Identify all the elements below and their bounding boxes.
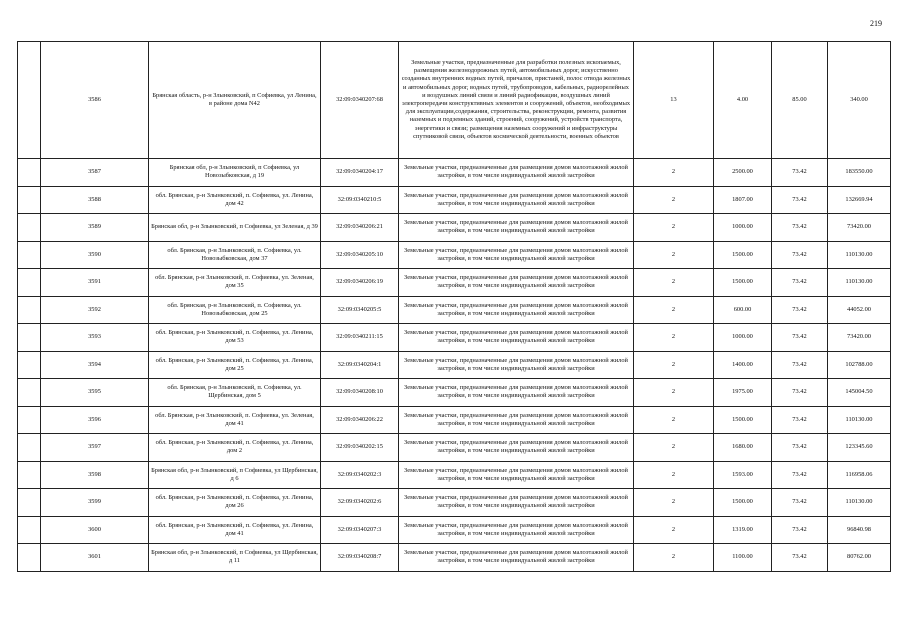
table-row (18, 379, 891, 407)
row-number-cell: 3586 (41, 42, 149, 159)
empty-cell (18, 379, 41, 407)
land-use-description-cell: Земельные участки, предназначенные для размещения домов малоэтажной жилой застройки, в том числе индивидуальной жилой застройки (399, 544, 634, 572)
table-row (18, 434, 891, 462)
table-row (18, 324, 891, 352)
cadastral-cost-cell: 110130.00 (828, 269, 891, 297)
table-body (18, 42, 891, 572)
land-use-description-cell: Земельные участки, предназначенные для размещения домов малоэтажной жилой застройки, в том числе индивидуальной жилой застройки (399, 241, 634, 269)
empty-cell (18, 214, 41, 242)
address-cell: обл. Брянская, р-н Злынковский, п. Софиевка, ул. Зеленая, дом 35 (149, 269, 321, 297)
address-cell: обл. Брянская, р-н Злынковский, п. Софиевка, ул. Зеленая, дом 41 (149, 406, 321, 434)
row-number-cell: 3600 (41, 516, 149, 544)
table-row (18, 544, 891, 572)
empty-cell (18, 296, 41, 324)
cadastral-number-cell: 32:09:0340207:3 (321, 516, 399, 544)
address-cell: обл. Брянская, р-н Злынковский, п. Софиевка, ул. Ленина, дом 53 (149, 324, 321, 352)
rate-cell: 73.42 (772, 296, 828, 324)
cadastral-number-cell: 32:09:0340211:15 (321, 324, 399, 352)
row-number-cell: 3595 (41, 379, 149, 407)
rate-cell: 73.42 (772, 269, 828, 297)
rate-cell: 85.00 (772, 42, 828, 159)
cadastral-cost-cell: 123345.60 (828, 434, 891, 462)
category-cell: 2 (634, 544, 714, 572)
category-cell: 2 (634, 379, 714, 407)
category-cell: 2 (634, 324, 714, 352)
address-cell: обл. Брянская, р-н Злынковский, п. Софиевка, ул. Новозыбковская, дом 25 (149, 296, 321, 324)
area-cell: 1000.00 (714, 214, 772, 242)
table-row (18, 461, 891, 489)
cadastral-cost-cell: 80762.00 (828, 544, 891, 572)
land-use-description-cell: Земельные участки, предназначенные для размещения домов малоэтажной жилой застройки, в том числе индивидуальной жилой застройки (399, 159, 634, 187)
table-row (18, 269, 891, 297)
address-cell: обл. Брянская, р-н Злынковский, п. Софиевка, ул. Ленина, дом 25 (149, 351, 321, 379)
category-cell: 2 (634, 296, 714, 324)
category-cell: 2 (634, 214, 714, 242)
page-number: 219 (870, 19, 882, 28)
empty-cell (18, 544, 41, 572)
empty-cell (18, 406, 41, 434)
cadastral-cost-cell: 96840.98 (828, 516, 891, 544)
empty-cell (18, 324, 41, 352)
category-cell: 2 (634, 186, 714, 214)
land-use-description-cell: Земельные участки, предназначенные для размещения домов малоэтажной жилой застройки, в том числе индивидуальной жилой застройки (399, 186, 634, 214)
rate-cell: 73.42 (772, 379, 828, 407)
cadastral-cost-cell: 110130.00 (828, 241, 891, 269)
row-number-cell: 3587 (41, 159, 149, 187)
address-cell: обл. Брянская, р-н Злынковский, п. Софиевка, ул. Щербинская, дом 5 (149, 379, 321, 407)
table-row (18, 516, 891, 544)
land-use-description-cell: Земельные участки, предназначенные для размещения домов малоэтажной жилой застройки, в том числе индивидуальной жилой застройки (399, 434, 634, 462)
empty-cell (18, 489, 41, 517)
category-cell: 2 (634, 516, 714, 544)
table-row (18, 214, 891, 242)
cadastral-cost-cell: 183550.00 (828, 159, 891, 187)
land-use-description-cell: Земельные участки, предназначенные для размещения домов малоэтажной жилой застройки, в том числе индивидуальной жилой застройки (399, 461, 634, 489)
area-cell: 1500.00 (714, 269, 772, 297)
area-cell: 1319.00 (714, 516, 772, 544)
land-use-description-cell: Земельные участки, предназначенные для размещения домов малоэтажной жилой застройки, в том числе индивидуальной жилой застройки (399, 516, 634, 544)
empty-cell (18, 351, 41, 379)
table-row (18, 241, 891, 269)
address-cell: обл. Брянская, р-н Злынковский, п. Софиевка, ул. Ленина, дом 26 (149, 489, 321, 517)
land-use-description-cell: Земельные участки, предназначенные для размещения домов малоэтажной жилой застройки, в том числе индивидуальной жилой застройки (399, 296, 634, 324)
rate-cell: 73.42 (772, 324, 828, 352)
area-cell: 1807.00 (714, 186, 772, 214)
land-use-description-cell: Земельные участки, предназначенные для разработки полезных ископаемых, размещения железнодорожных путей, автомобильных дорог, искусственно созданных внутренних водных путей, причалов, пристаней, полос отвода железных и автомобильных дорог, водных путей, трубопроводов, кабельных, радиорелейных и воздушных линий связи и линий радиофикации, воздушных линий электропередачи конструктивных элементов и сооружений, объектов, необходимых для эксплуатации,содержания, строительства, реконструкции, ремонта, развития наземных и подземных зданий, строений, сооружений, устройств транспорта, энергетики и связи; размещения наземных сооружений и инфраструктуры спутниковой связи, объектов космической деятельности, военных объектов (399, 42, 634, 159)
row-number-cell: 3589 (41, 214, 149, 242)
table-row (18, 489, 891, 517)
area-cell: 600.00 (714, 296, 772, 324)
area-cell: 1975.00 (714, 379, 772, 407)
cadastral-cost-cell: 110130.00 (828, 489, 891, 517)
cadastral-cost-cell: 116958.06 (828, 461, 891, 489)
row-number-cell: 3594 (41, 351, 149, 379)
land-use-description-cell: Земельные участки, предназначенные для размещения домов малоэтажной жилой застройки, в том числе индивидуальной жилой застройки (399, 324, 634, 352)
empty-cell (18, 516, 41, 544)
area-cell: 1500.00 (714, 489, 772, 517)
area-cell: 1680.00 (714, 434, 772, 462)
table-row (18, 42, 891, 159)
cadastral-number-cell: 32:09:0340204:1 (321, 351, 399, 379)
row-number-cell: 3601 (41, 544, 149, 572)
area-cell: 4.00 (714, 42, 772, 159)
rate-cell: 73.42 (772, 351, 828, 379)
land-plots-table (17, 41, 891, 572)
cadastral-cost-cell: 102788.00 (828, 351, 891, 379)
cadastral-cost-cell: 340.00 (828, 42, 891, 159)
cadastral-cost-cell: 110130.00 (828, 406, 891, 434)
category-cell: 2 (634, 461, 714, 489)
cadastral-number-cell: 32:09:0340208:7 (321, 544, 399, 572)
cadastral-number-cell: 32:09:0340202:3 (321, 461, 399, 489)
category-cell: 2 (634, 241, 714, 269)
cadastral-cost-cell: 73420.00 (828, 214, 891, 242)
empty-cell (18, 186, 41, 214)
cadastral-number-cell: 32:09:0340202:6 (321, 489, 399, 517)
empty-cell (18, 269, 41, 297)
land-use-description-cell: Земельные участки, предназначенные для размещения домов малоэтажной жилой застройки, в том числе индивидуальной жилой застройки (399, 406, 634, 434)
rate-cell: 73.42 (772, 214, 828, 242)
address-cell: Брянская обл, р-н Злынковский, п Софиевка, ул Щербинская, д 6 (149, 461, 321, 489)
row-number-cell: 3599 (41, 489, 149, 517)
rate-cell: 73.42 (772, 461, 828, 489)
land-use-description-cell: Земельные участки, предназначенные для размещения домов малоэтажной жилой застройки, в том числе индивидуальной жилой застройки (399, 214, 634, 242)
rate-cell: 73.42 (772, 434, 828, 462)
table-row (18, 351, 891, 379)
category-cell: 2 (634, 269, 714, 297)
row-number-cell: 3593 (41, 324, 149, 352)
empty-cell (18, 159, 41, 187)
cadastral-number-cell: 32:09:0340208:10 (321, 379, 399, 407)
cadastral-number-cell: 32:09:0340210:5 (321, 186, 399, 214)
cadastral-cost-cell: 145004.50 (828, 379, 891, 407)
row-number-cell: 3588 (41, 186, 149, 214)
category-cell: 2 (634, 489, 714, 517)
rate-cell: 73.42 (772, 406, 828, 434)
address-cell: обл. Брянская, р-н Злынковский, п. Софиевка, ул. Ленина, дом 41 (149, 516, 321, 544)
rate-cell: 73.42 (772, 489, 828, 517)
address-cell: обл. Брянская, р-н Злынковский, п. Софиевка, ул. Ленина, дом 2 (149, 434, 321, 462)
category-cell: 2 (634, 159, 714, 187)
cadastral-cost-cell: 73420.00 (828, 324, 891, 352)
rate-cell: 73.42 (772, 516, 828, 544)
category-cell: 13 (634, 42, 714, 159)
cadastral-number-cell: 32:09:0340204:17 (321, 159, 399, 187)
rate-cell: 73.42 (772, 159, 828, 187)
address-cell: Брянская обл, р-н Злынковский, п Софиевка, ул Зеленая, д 39 (149, 214, 321, 242)
category-cell: 2 (634, 406, 714, 434)
empty-cell (18, 461, 41, 489)
row-number-cell: 3590 (41, 241, 149, 269)
cadastral-cost-cell: 132669.94 (828, 186, 891, 214)
address-cell: обл. Брянская, р-н Злынковский, п. Софиевка, ул. Ленина, дом 42 (149, 186, 321, 214)
empty-cell (18, 434, 41, 462)
cadastral-number-cell: 32:09:0340205:10 (321, 241, 399, 269)
address-cell: Брянская область, р-н Злынковский, п Софиевка, ул Ленина, в районе дома N42 (149, 42, 321, 159)
row-number-cell: 3591 (41, 269, 149, 297)
address-cell: обл. Брянская, р-н Злынковский, п. Софиевка, ул. Новозыбковская, дом 37 (149, 241, 321, 269)
table-row (18, 406, 891, 434)
category-cell: 2 (634, 351, 714, 379)
area-cell: 1400.00 (714, 351, 772, 379)
table-row (18, 186, 891, 214)
cadastral-number-cell: 32:09:0340206:22 (321, 406, 399, 434)
table-row (18, 159, 891, 187)
rate-cell: 73.42 (772, 186, 828, 214)
cadastral-number-cell: 32:09:0340205:5 (321, 296, 399, 324)
land-use-description-cell: Земельные участки, предназначенные для размещения домов малоэтажной жилой застройки, в том числе индивидуальной жилой застройки (399, 379, 634, 407)
area-cell: 1100.00 (714, 544, 772, 572)
land-use-description-cell: Земельные участки, предназначенные для размещения домов малоэтажной жилой застройки, в том числе индивидуальной жилой застройки (399, 269, 634, 297)
category-cell: 2 (634, 434, 714, 462)
row-number-cell: 3592 (41, 296, 149, 324)
area-cell: 1593.00 (714, 461, 772, 489)
area-cell: 1000.00 (714, 324, 772, 352)
rate-cell: 73.42 (772, 544, 828, 572)
cadastral-number-cell: 32:09:0340207:68 (321, 42, 399, 159)
land-use-description-cell: Земельные участки, предназначенные для размещения домов малоэтажной жилой застройки, в том числе индивидуальной жилой застройки (399, 489, 634, 517)
cadastral-number-cell: 32:09:0340202:15 (321, 434, 399, 462)
row-number-cell: 3598 (41, 461, 149, 489)
row-number-cell: 3597 (41, 434, 149, 462)
land-use-description-cell: Земельные участки, предназначенные для размещения домов малоэтажной жилой застройки, в том числе индивидуальной жилой застройки (399, 351, 634, 379)
area-cell: 1500.00 (714, 241, 772, 269)
cadastral-cost-cell: 44052.00 (828, 296, 891, 324)
cadastral-number-cell: 32:09:0340206:19 (321, 269, 399, 297)
address-cell: Брянская обл, р-н Злынковский, п Софиевка, ул Новозыбковская, д 19 (149, 159, 321, 187)
area-cell: 2500.00 (714, 159, 772, 187)
empty-cell (18, 241, 41, 269)
cadastral-number-cell: 32:09:0340206:21 (321, 214, 399, 242)
area-cell: 1500.00 (714, 406, 772, 434)
table-row (18, 296, 891, 324)
row-number-cell: 3596 (41, 406, 149, 434)
empty-cell (18, 42, 41, 159)
rate-cell: 73.42 (772, 241, 828, 269)
address-cell: Брянская обл, р-н Злынковский, п Софиевка, ул Щербинская, д 11 (149, 544, 321, 572)
